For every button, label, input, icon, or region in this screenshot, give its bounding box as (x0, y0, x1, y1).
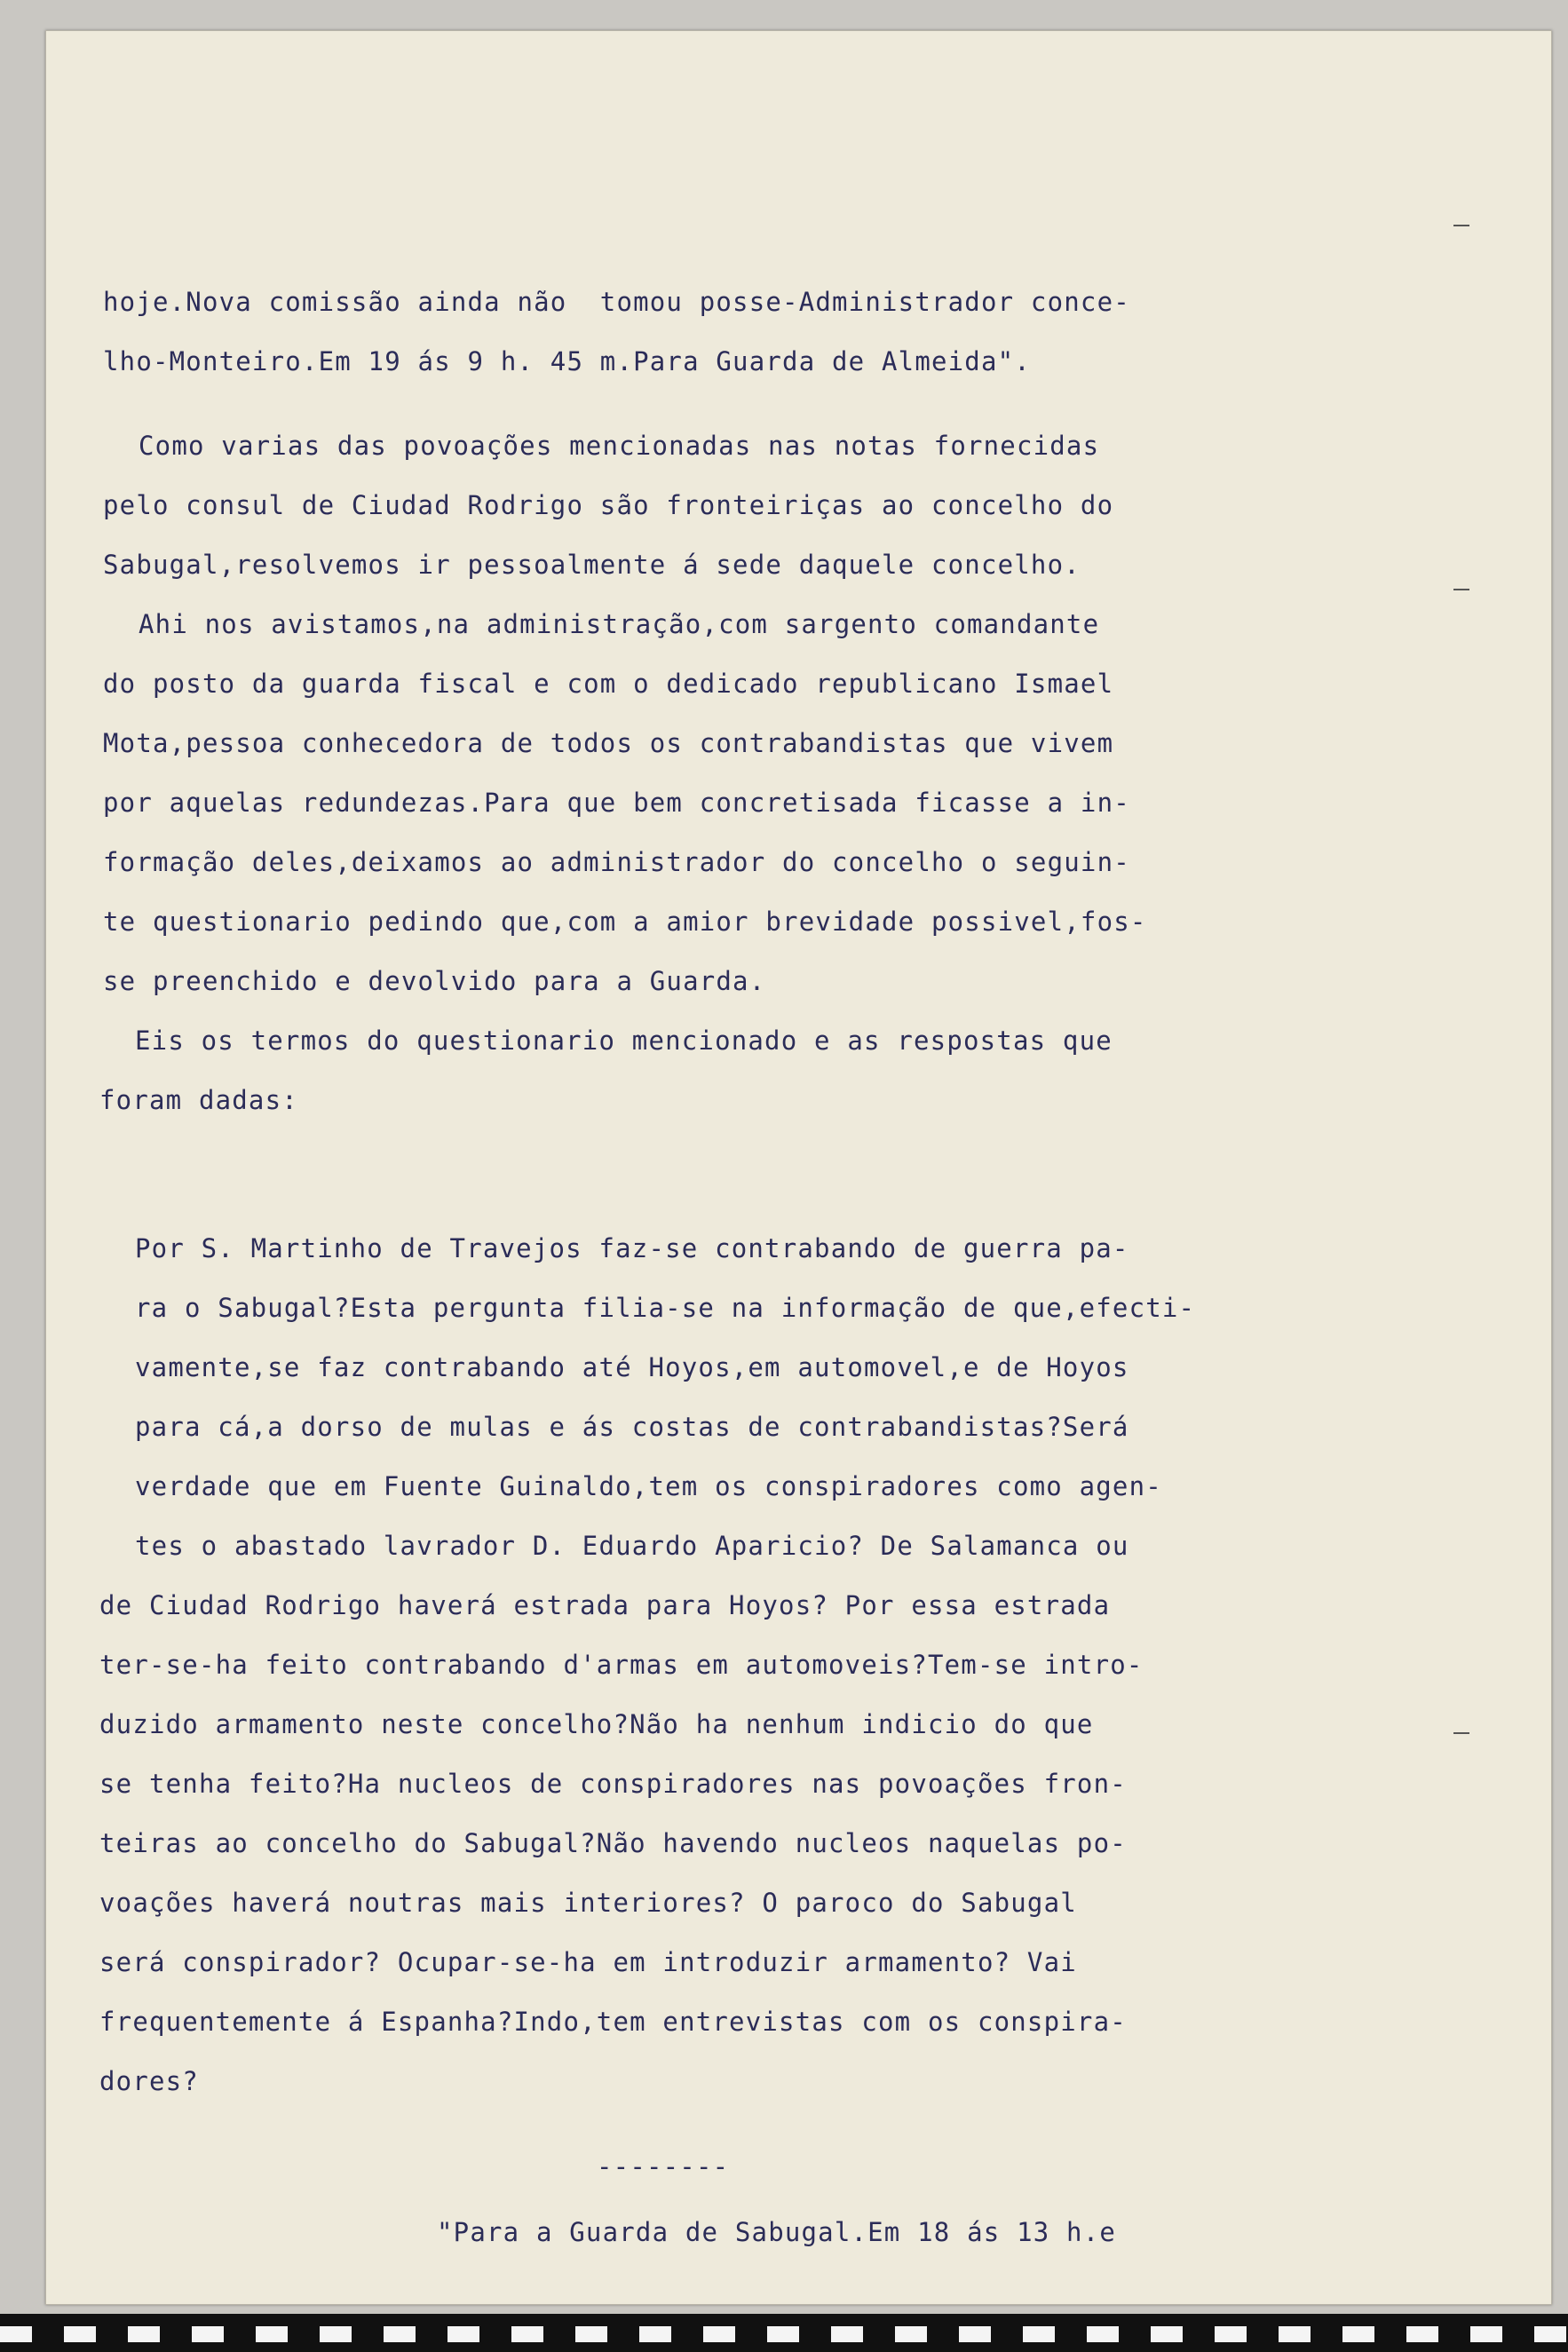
text-line: do posto da guarda fiscal e com o dedicado republicano Ismael (103, 669, 1114, 699)
text-line: verdade que em Fuente Guinaldo,tem os conspiradores como agen- (135, 1471, 1162, 1501)
text-line: ter-se-ha feito contrabando d'armas em automoveis?Tem-se intro- (99, 1650, 1144, 1680)
text-line: vamente,se faz contrabando até Hoyos,em automovel,e de Hoyos (135, 1352, 1129, 1382)
text-line: hoje.Nova comissão ainda não tomou posse-Administrador conce- (103, 287, 1130, 317)
text-line: foram dadas: (99, 1085, 298, 1115)
text-line: ra o Sabugal?Esta pergunta filia-se na informação de que,efecti- (135, 1293, 1196, 1323)
text-line: por aquelas redundezas.Para que bem concretisada ficasse a in- (103, 788, 1130, 818)
text-line: Ahi nos avistamos,na administração,com sargento comandante (139, 609, 1100, 639)
text-line: lho-Monteiro.Em 19 ás 9 h. 45 m.Para Guarda de Almeida". (103, 346, 1031, 376)
text-line: teiras ao concelho do Sabugal?Não havendo nucleos naquelas po- (99, 1828, 1127, 1858)
margin-tick (1453, 1732, 1469, 1734)
text-line: Por S. Martinho de Travejos faz-se contrabando de guerra pa- (135, 1233, 1129, 1263)
separator-line: -------- (597, 2151, 730, 2182)
text-line: pelo consul de Ciudad Rodrigo são fronteiriças ao concelho do (103, 490, 1114, 520)
text-line: duzido armamento neste concelho?Não ha nenhum indicio do que (99, 1709, 1094, 1739)
text-line: tes o abastado lavrador D. Eduardo Aparicio? De Salamanca ou (135, 1531, 1129, 1561)
text-line: de Ciudad Rodrigo haverá estrada para Hoyos? Por essa estrada (99, 1590, 1111, 1620)
ruler-scale-bar (0, 2326, 1568, 2342)
color-scale-ruler (0, 2314, 1568, 2352)
text-line: para cá,a dorso de mulas e ás costas de contrabandistas?Será (135, 1412, 1129, 1442)
text-line: Eis os termos do questionario mencionado e as respostas que (135, 1026, 1113, 1056)
text-line: Sabugal,resolvemos ir pessoalmente á sede daquele concelho. (103, 550, 1081, 580)
text-line: se preenchido e devolvido para a Guarda. (103, 966, 766, 996)
text-line: será conspirador? Ocupar-se-ha em introduzir armamento? Vai (99, 1947, 1077, 1977)
text-line: se tenha feito?Ha nucleos de conspiradores nas povoações fron- (99, 1769, 1127, 1799)
text-line: voações haverá noutras mais interiores? O paroco do Sabugal (99, 1888, 1077, 1918)
text-line: formação deles,deixamos ao administrador do concelho o seguin- (103, 847, 1130, 877)
typed-text (46, 31, 1551, 2247)
text-line: frequentemente á Espanha?Indo,tem entrevistas com os conspira- (99, 2007, 1127, 2037)
text-line: te questionario pedindo que,com a amior brevidade possivel,fos- (103, 907, 1147, 937)
text-line: Como varias das povoações mencionadas nas notas fornecidas (139, 431, 1100, 461)
text-line: "Para a Guarda de Sabugal.Em 18 ás 13 h.e (437, 2217, 1117, 2247)
document-page (45, 30, 1552, 2305)
text-line: Mota,pessoa conhecedora de todos os contrabandistas que vivem (103, 728, 1114, 758)
text-line: dores? (99, 2066, 199, 2096)
